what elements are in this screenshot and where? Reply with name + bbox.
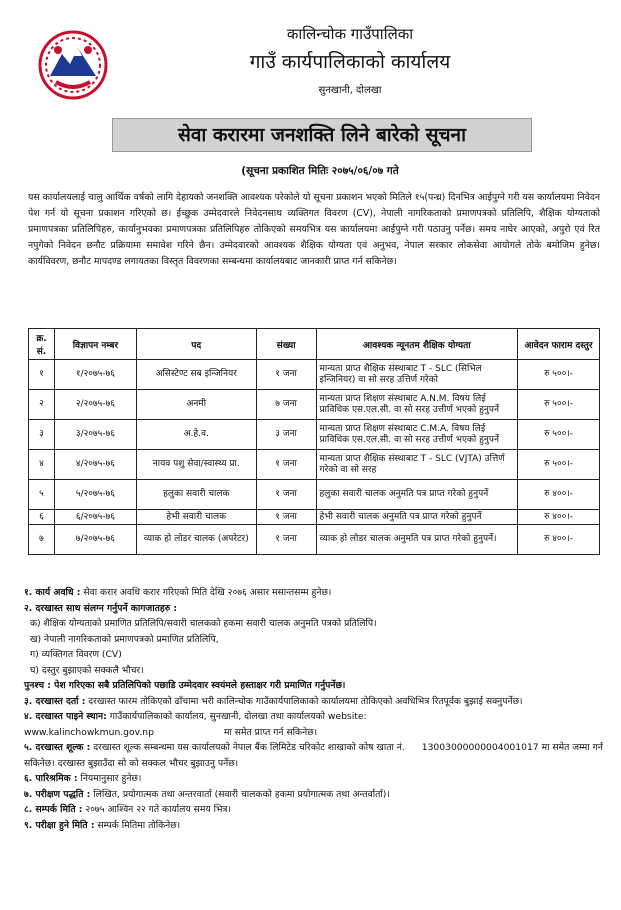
document-item: ग) व्यक्तिगत विवरण (CV)	[30, 649, 122, 660]
cell-sn: ५	[29, 480, 55, 510]
vacancy-table	[28, 328, 600, 555]
header-post: पद	[136, 329, 256, 360]
cell-count: १ जना	[256, 450, 316, 480]
table-row	[29, 525, 600, 555]
section-form-location	[24, 709, 604, 725]
header-ad-no: विज्ञापन नम्बर	[54, 329, 136, 360]
org-name-line2: गाउँ कार्यपालिकाको कार्यालय	[249, 51, 451, 73]
section-documents-label: २. दरखास्त साथ संलग्न गर्नुपर्ने कागजातहरु :	[24, 602, 178, 614]
cell-post: अनमी	[136, 390, 256, 420]
org-address: सुनखानी, दोलखा	[318, 85, 382, 96]
cell-qualification: मान्यता प्राप्त शिक्षण संस्थाबाट C.M.A. विषय लिई प्राविधिक एस.एल.सी. वा सो सरह उत्तीर्ण भएको हुनुपर्ने	[316, 420, 518, 450]
cell-count: १ जना	[256, 510, 316, 525]
section-text: सेवा करार अवधि करार गरिएको मिति देखि २०७६ असार मसान्तसम्म हुनेछ।	[80, 587, 332, 598]
cell-fee: रु ४००।-	[518, 525, 600, 555]
cell-fee: रु ५००।-	[518, 360, 600, 390]
cell-ad-no: ५/२०७५-७६	[54, 480, 136, 510]
cell-fee: रु ४००।-	[518, 510, 600, 525]
government-emblem-icon	[38, 30, 108, 100]
header-qualification: आवश्यक न्यूनतम शैक्षिक योग्यता	[316, 329, 518, 360]
cell-fee: रु ५००।-	[518, 450, 600, 480]
cell-sn: ४	[29, 450, 55, 480]
cell-post: नायव पशु सेवा/स्वास्थ्य प्रा.	[136, 450, 256, 480]
cell-post: व्याक हो लोडर चालक (अपरेटर)	[136, 525, 256, 555]
section-text: नियमानुसार हुनेछ।	[77, 773, 142, 784]
cell-sn: ३	[29, 420, 55, 450]
section-fee	[24, 740, 604, 771]
section-label: ५. दरखास्त शूल्क :	[24, 742, 91, 753]
account-number: 13003000000004001017	[421, 742, 539, 753]
cell-count: १ जना	[256, 360, 316, 390]
document-item: ख) नेपाली नागरिकताको प्रमाणपत्रको प्रमाणित प्रतिलिपि,	[30, 633, 219, 645]
cell-qualification: हेभी सवारी चालक अनुमति पत्र प्राप्त गरेको हुनुपर्ने	[316, 510, 518, 525]
cell-ad-no: ७/२०७५-७६	[54, 525, 136, 555]
table-row	[29, 510, 600, 525]
published-date: (सूचना प्रकाशित मितिः २०७५/०६/०७ गते	[241, 165, 399, 177]
section-label: ४. दरखास्त पाइने स्थान:	[24, 711, 107, 722]
table-row	[29, 480, 600, 510]
section-label: १. कार्य अवधि :	[24, 587, 81, 598]
table-row	[29, 360, 600, 390]
header-fee: आवेदन फाराम दस्तुर	[518, 329, 600, 360]
section-contact-date	[24, 802, 604, 818]
cell-count: १ जना	[256, 525, 316, 555]
section-exam-date	[24, 818, 604, 834]
cell-qualification: मान्यता प्राप्त शैक्षिक संस्थाबाट T - SLC (VJTA) उत्तिर्ण गरेको वा सो सरह	[316, 450, 518, 480]
section-text: दरखास्त फारम तोकिएको ढाँचामा भरी कालिन्चोक गाउँकार्यपालिकाको कार्यालयमा तोकिएको अवधिभित्र रितपूर्वक बुझाई सक्नुपर्नेछ।	[85, 695, 523, 707]
table-row	[29, 390, 600, 420]
cell-fee: रु ५००।-	[518, 390, 600, 420]
section-label: ८. सम्पर्क मिति :	[24, 804, 83, 815]
cell-ad-no: ४/२०७५-७६	[54, 450, 136, 480]
header-sn: क्र. सं.	[29, 329, 55, 360]
cell-fee: रु ४००।-	[518, 480, 600, 510]
cell-qualification: मान्यता प्राप्त शैक्षिक संस्थाबाट T - SLC (सिभिल इन्जिनियर) वा सो सरह उत्तिर्ण गरेको	[316, 360, 518, 390]
section-text: मा समेत प्राप्त गर्न सकिनेछ।	[224, 726, 318, 738]
cell-count: १ जना	[256, 480, 316, 510]
notice-title-banner: सेवा करारमा जनशक्ति लिने बारेको सूचना	[112, 118, 532, 152]
document-item: क) शैक्षिक योग्यताको प्रमाणित प्रतिलिपि/सवारी चालकको हकमा सवारी चालक अनुमति पत्रको प्रतिलिपि।	[30, 618, 377, 629]
cell-ad-no: ६/२०७५-७६	[54, 510, 136, 525]
cell-ad-no: २/२०७५-७६	[54, 390, 136, 420]
notice-sections	[24, 585, 604, 833]
section-registration	[24, 694, 604, 710]
section-work-period	[24, 585, 604, 601]
website-line	[24, 725, 604, 741]
cell-ad-no: ३/२०७५-७६	[54, 420, 136, 450]
section-label: ३. दरखास्त दर्ता :	[24, 695, 86, 707]
header-count: संख्या	[256, 329, 316, 360]
cell-post: अ.हे.व.	[136, 420, 256, 450]
section-text: मा समेत जम्मा गर्न सकिनेछ। दरखास्त बुझाउँदा सो को सक्कल भौचर बुझाउनु पर्नेछ।	[24, 742, 603, 769]
cell-qualification: हलुका सवारी चालक अनुमति पत्र प्राप्त गरेको हुनुपर्ने	[316, 480, 518, 510]
cell-post: हलुका सवारी चालक	[136, 480, 256, 510]
cell-count: ३ जना	[256, 420, 316, 450]
table-row	[29, 420, 600, 450]
website-link[interactable]: www.kalinchowkmun.gov.np	[24, 726, 154, 738]
cell-sn: ६	[29, 510, 55, 525]
cell-post: असिस्टेण्ट सब इन्जिनियर	[136, 360, 256, 390]
section-label: ७. परीक्षण पद्धति :	[24, 788, 91, 800]
cell-ad-no: १/२०७५-७६	[54, 360, 136, 390]
cell-sn: ७	[29, 525, 55, 555]
section-label: ९. परीक्षा हुने मिति :	[24, 819, 95, 831]
cell-fee: रु ५००।-	[518, 420, 600, 450]
section-text: दरखास्त शूल्क सम्बन्धमा यस कार्यालयको नेपाल बैंक लिमिटेड चरिकोट शाखाको कोष खाता नं.	[90, 742, 405, 753]
cell-qualification: मान्यता प्राप्त शिक्षण संस्थाबाट A.N.M. विषय लिई प्राविधिक एस.एल.सी. वा सो सरह उत्तीर्ण भएको हुनुपर्ने	[316, 390, 518, 420]
section-text: २०७५ आश्विन २२ गते कार्यालय समय भित्र।	[82, 804, 231, 815]
cell-sn: २	[29, 390, 55, 420]
section-text: लिखित, प्रयोगात्मक तथा अन्तरवार्ता (सवारी चालकको हकमा प्रयोगात्मक तथा अन्तर्वार्ता)।	[90, 788, 390, 800]
intro-paragraph	[28, 190, 600, 270]
postscript-note: पुनश्च : पेश गरिएका सबै प्रतिलिपिको पछाडि उम्मेदवार स्वयंमले हस्ताक्षर गरी प्रमाणित गर्नुपर्नेछ।	[24, 680, 346, 691]
intro-text: यस कार्यालयलाई चालु आर्थिक वर्षको लागि देहायको जनशक्ति आवश्यक परेकोले यो सूचना प्रकाशन भएको मितिले १५(पन्ध्र) दिनभित्र आईपुग्ने गरी यस कार्यालयमा निवेदन पेश गर्न यो सूचना प्रकाशन गरिएको छ। ईच्छुक उम्मेदवारले निवेदनसाथ व्यक्तिगत विवरण (CV), नेपाली नागरिकताको प्रमाणपत्रको प्रतिलिपि, शैक्षिक योग्यताको प्रमाणपत्रका प्रतिलिपिहरु, कार्यानुभवका प्रमाणपत्रका प्रतिलिपिहरु तोकिएको समयभित्र यस कार्यालयमा आईपुग्ने गरी पठाउनु पर्नेछ। समय नाघेर आएको, अपुरो एवं रित नपुगेको निवेदन छनौट प्रक्रियामा समावेश गरिने छैन। उम्मेदवारको आवश्यक शैक्षिक योग्यता एवं अनुभव, नेपाल सरकार लोकसेवा आयोगले तोके बमोजिम हुनेछ। कार्यविवरण, छनौट मापदण्ड लगायतका विस्तृत विवरणका सम्बन्धमा कार्यालयबाट जानकारी प्राप्त गर्न सकिनेछ।	[28, 192, 600, 267]
section-label: ६. पारिश्रमिक :	[24, 773, 78, 784]
cell-sn: १	[29, 360, 55, 390]
cell-post: हेभी सवारी चालक	[136, 510, 256, 525]
cell-count: ७ जना	[256, 390, 316, 420]
table-header-row	[29, 329, 600, 360]
section-text: गाउँकार्यपालिकाको कार्यालय, सुनखानी, दोलखा तथा कार्यालयको website:	[106, 711, 367, 722]
section-exam-method	[24, 787, 604, 803]
org-name-line1: कालिन्चोक गाउँपालिका	[286, 25, 414, 43]
cell-qualification: व्याक हो लोडर चालक अनुमति पत्र प्राप्त गरेको हुनुपर्ने।	[316, 525, 518, 555]
table-row	[29, 450, 600, 480]
document-item: घ) दस्तुर बुझाएको सक्कलै भौचर।	[30, 664, 144, 676]
section-text: सम्पर्क मितिमा तोकिनेछ।	[94, 819, 181, 831]
section-remuneration	[24, 771, 604, 787]
